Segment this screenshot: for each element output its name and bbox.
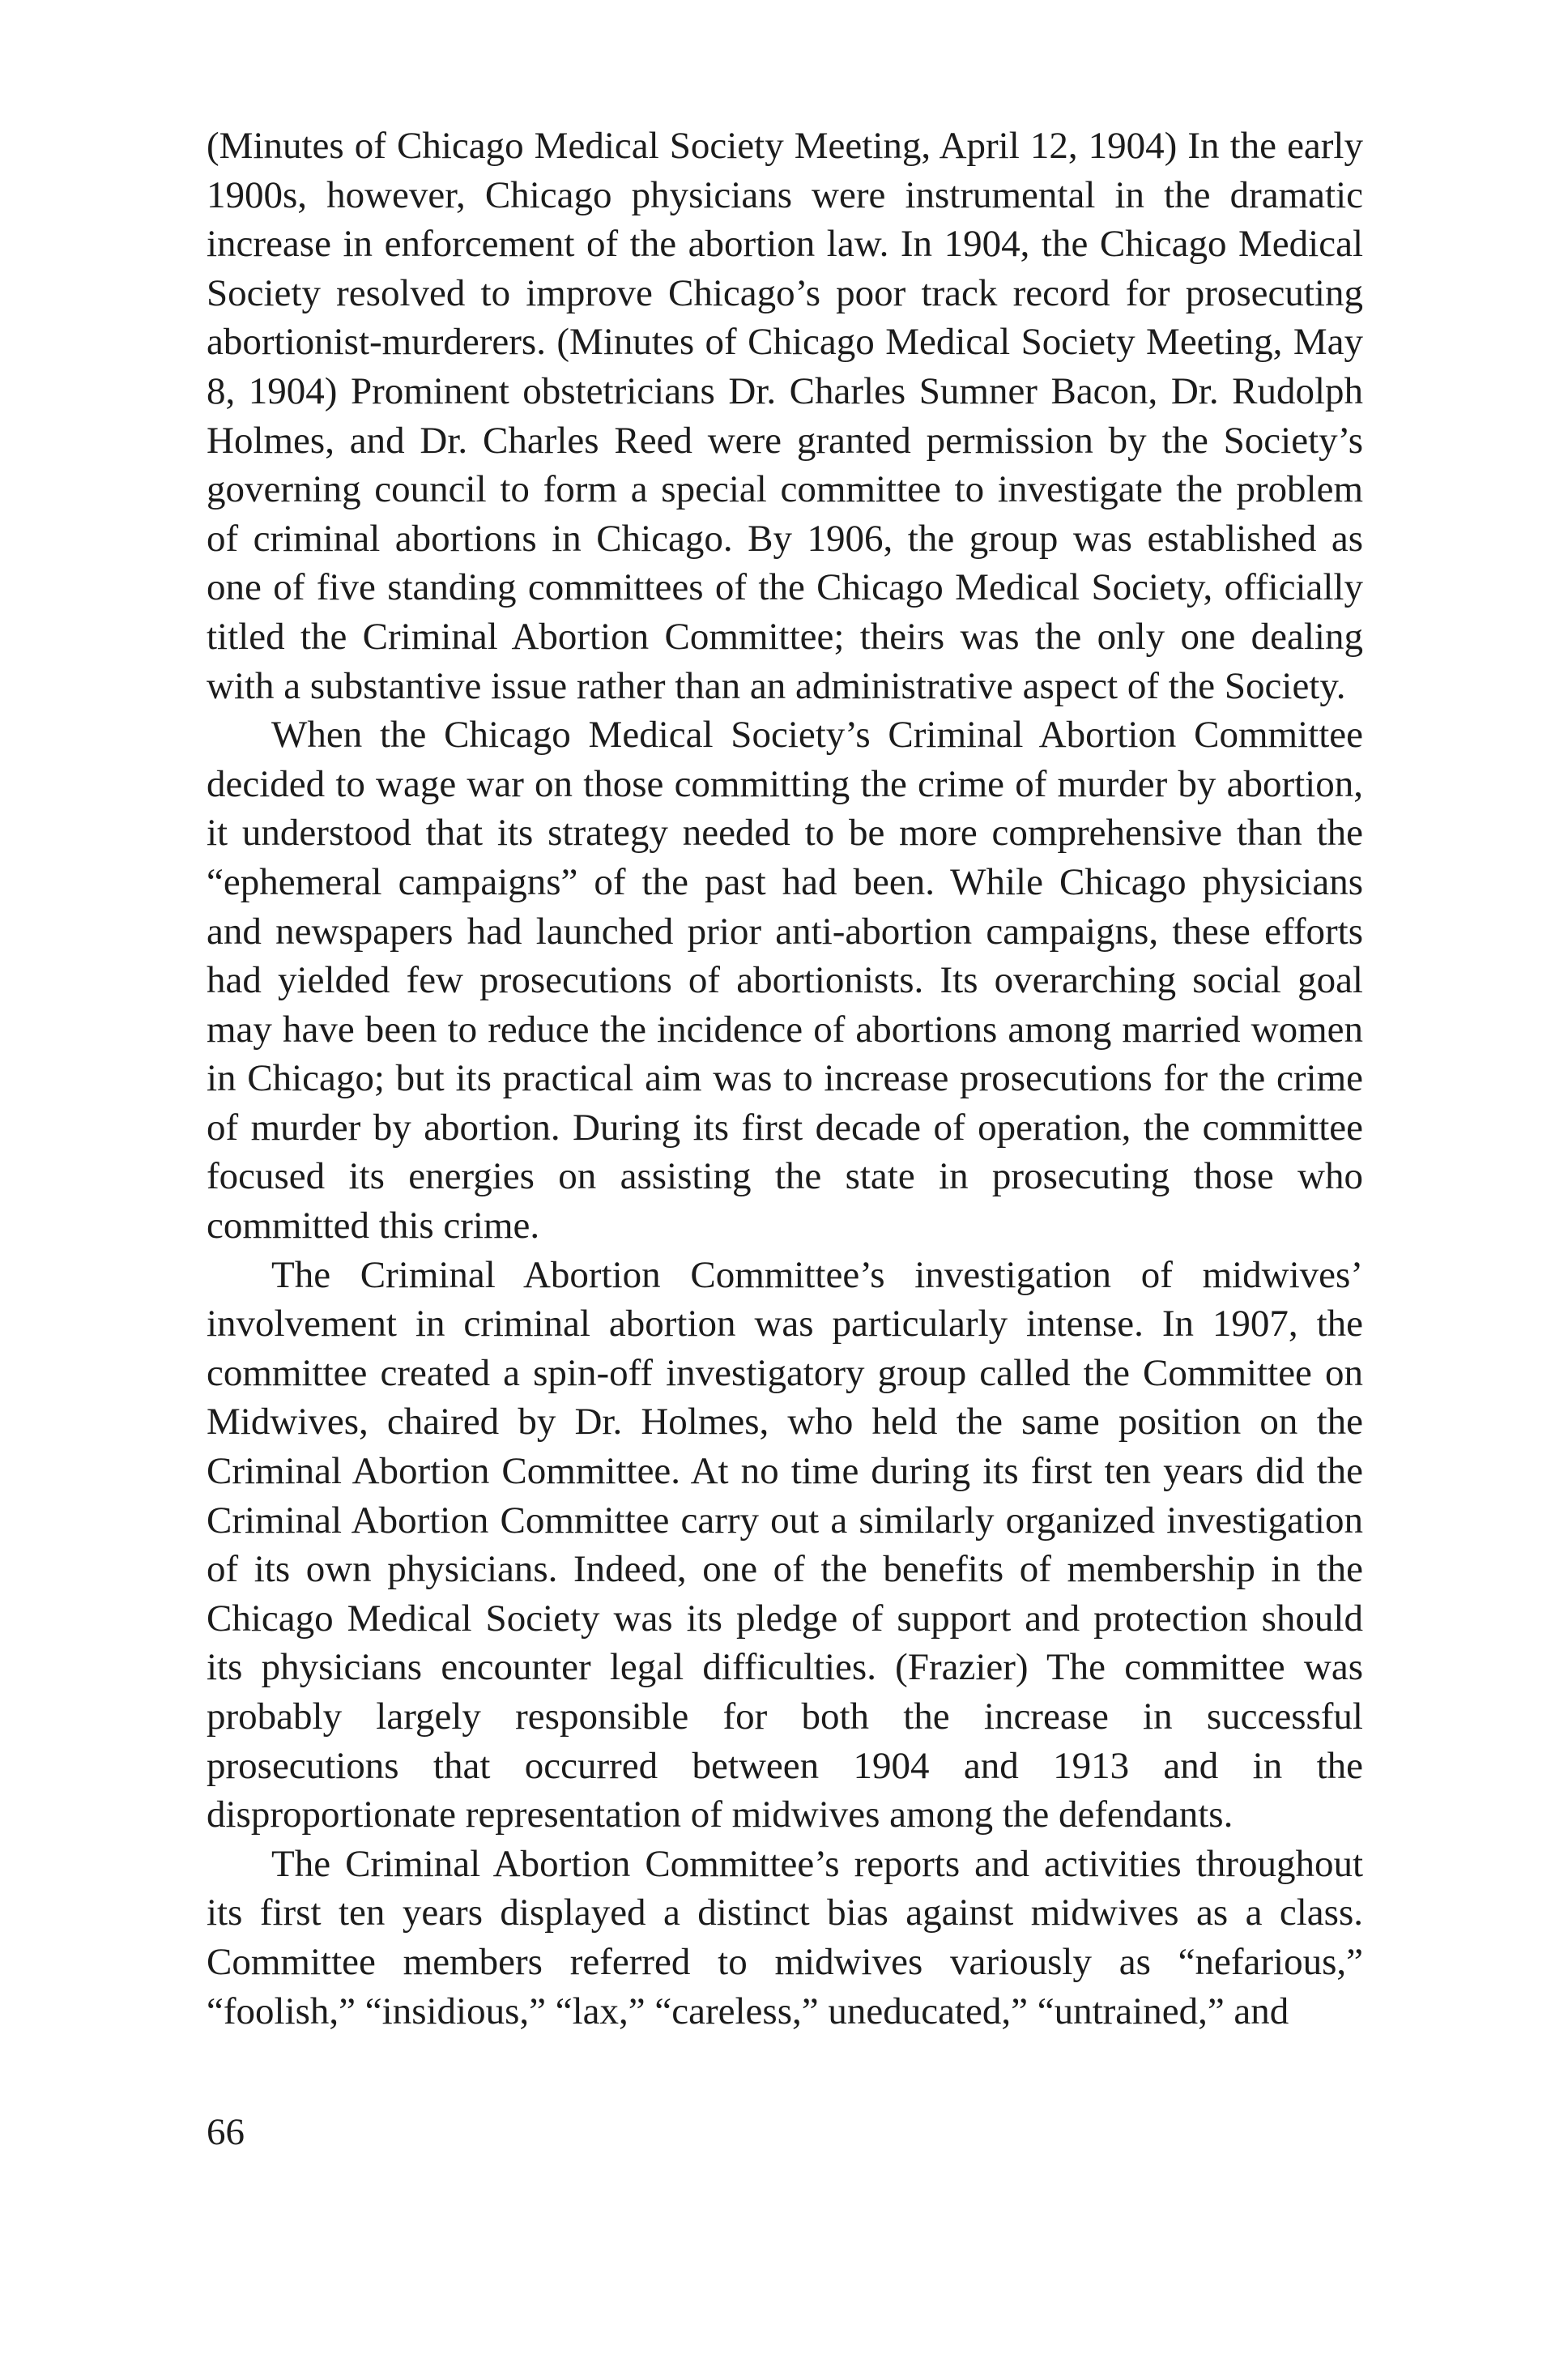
page-number: 66 bbox=[207, 2111, 245, 2153]
body-text bbox=[207, 122, 1363, 2036]
paragraph-1: (Minutes of Chicago Medical Society Meeting, April 12, 1904) In the early 1900s, however, Chicago physicians were instrumental in the dramatic increase in enforcement of the abortion law. In 1904, the Chicago Medical Society resolved to improve Chicago’s poor track record for prosecuting abortionist-murderers. (Minutes of Chicago Medical Society Meeting, May 8, 1904) Prominent obstetricians Dr. Charles Sumner Bacon, Dr. Rudolph Holmes, and Dr. Charles Reed were granted permission by the Society’s governing council to form a special committee to investigate the problem of criminal abortions in Chicago. By 1906, the group was established as one of five standing committees of the Chicago Medical Society, officially titled the Criminal Abortion Committee; theirs was the only one dealing with a substantive issue rather than an administrative aspect of the Society. bbox=[207, 125, 1363, 707]
paragraph-2: When the Chicago Medical Society’s Criminal Abortion Committee decided to wage war on those committing the crime of murder by abortion, it understood that its strategy needed to be more comprehensive than the “ephemeral campaigns” of the past had been. While Chicago physicians and newspapers had launched prior anti-abortion campaigns, these efforts had yielded few prosecutions of abortionists. Its overarching social goal may have been to reduce the incidence of abortions among married women in Chicago; but its practical aim was to increase prosecutions for the crime of murder by abortion. During its first decade of operation, the committee focused its energies on assisting the state in prosecuting those who committed this crime. bbox=[207, 714, 1363, 1247]
paragraph-4: The Criminal Abortion Committee’s reports and activities throughout its first ten years displayed a distinct bias against midwives as a class. Committee members referred to midwives variously as “nefarious,” “foolish,” “insidious,” “lax,” “careless,” uneducated,” “untrained,” and bbox=[207, 1842, 1363, 2032]
paragraph-3: The Criminal Abortion Committee’s investigation of midwives’ involvement in criminal abortion was particularly intense. In 1907, the committee created a spin-off investigatory group called the Committee on Midwives, chaired by Dr. Holmes, who held the same position on the Criminal Abortion Committee. At no time during its first ten years did the Criminal Abortion Committee carry out a similarly organized investigation of its own physicians. Indeed, one of the benefits of membership in the Chicago Medical Society was its pledge of support and protection should its physicians encounter legal difficulties. (Frazier) The committee was probably largely responsible for both the increase in successful prosecutions that occurred between 1904 and 1913 and in the disproportionate representation of midwives among the defendants. bbox=[207, 1253, 1363, 1836]
